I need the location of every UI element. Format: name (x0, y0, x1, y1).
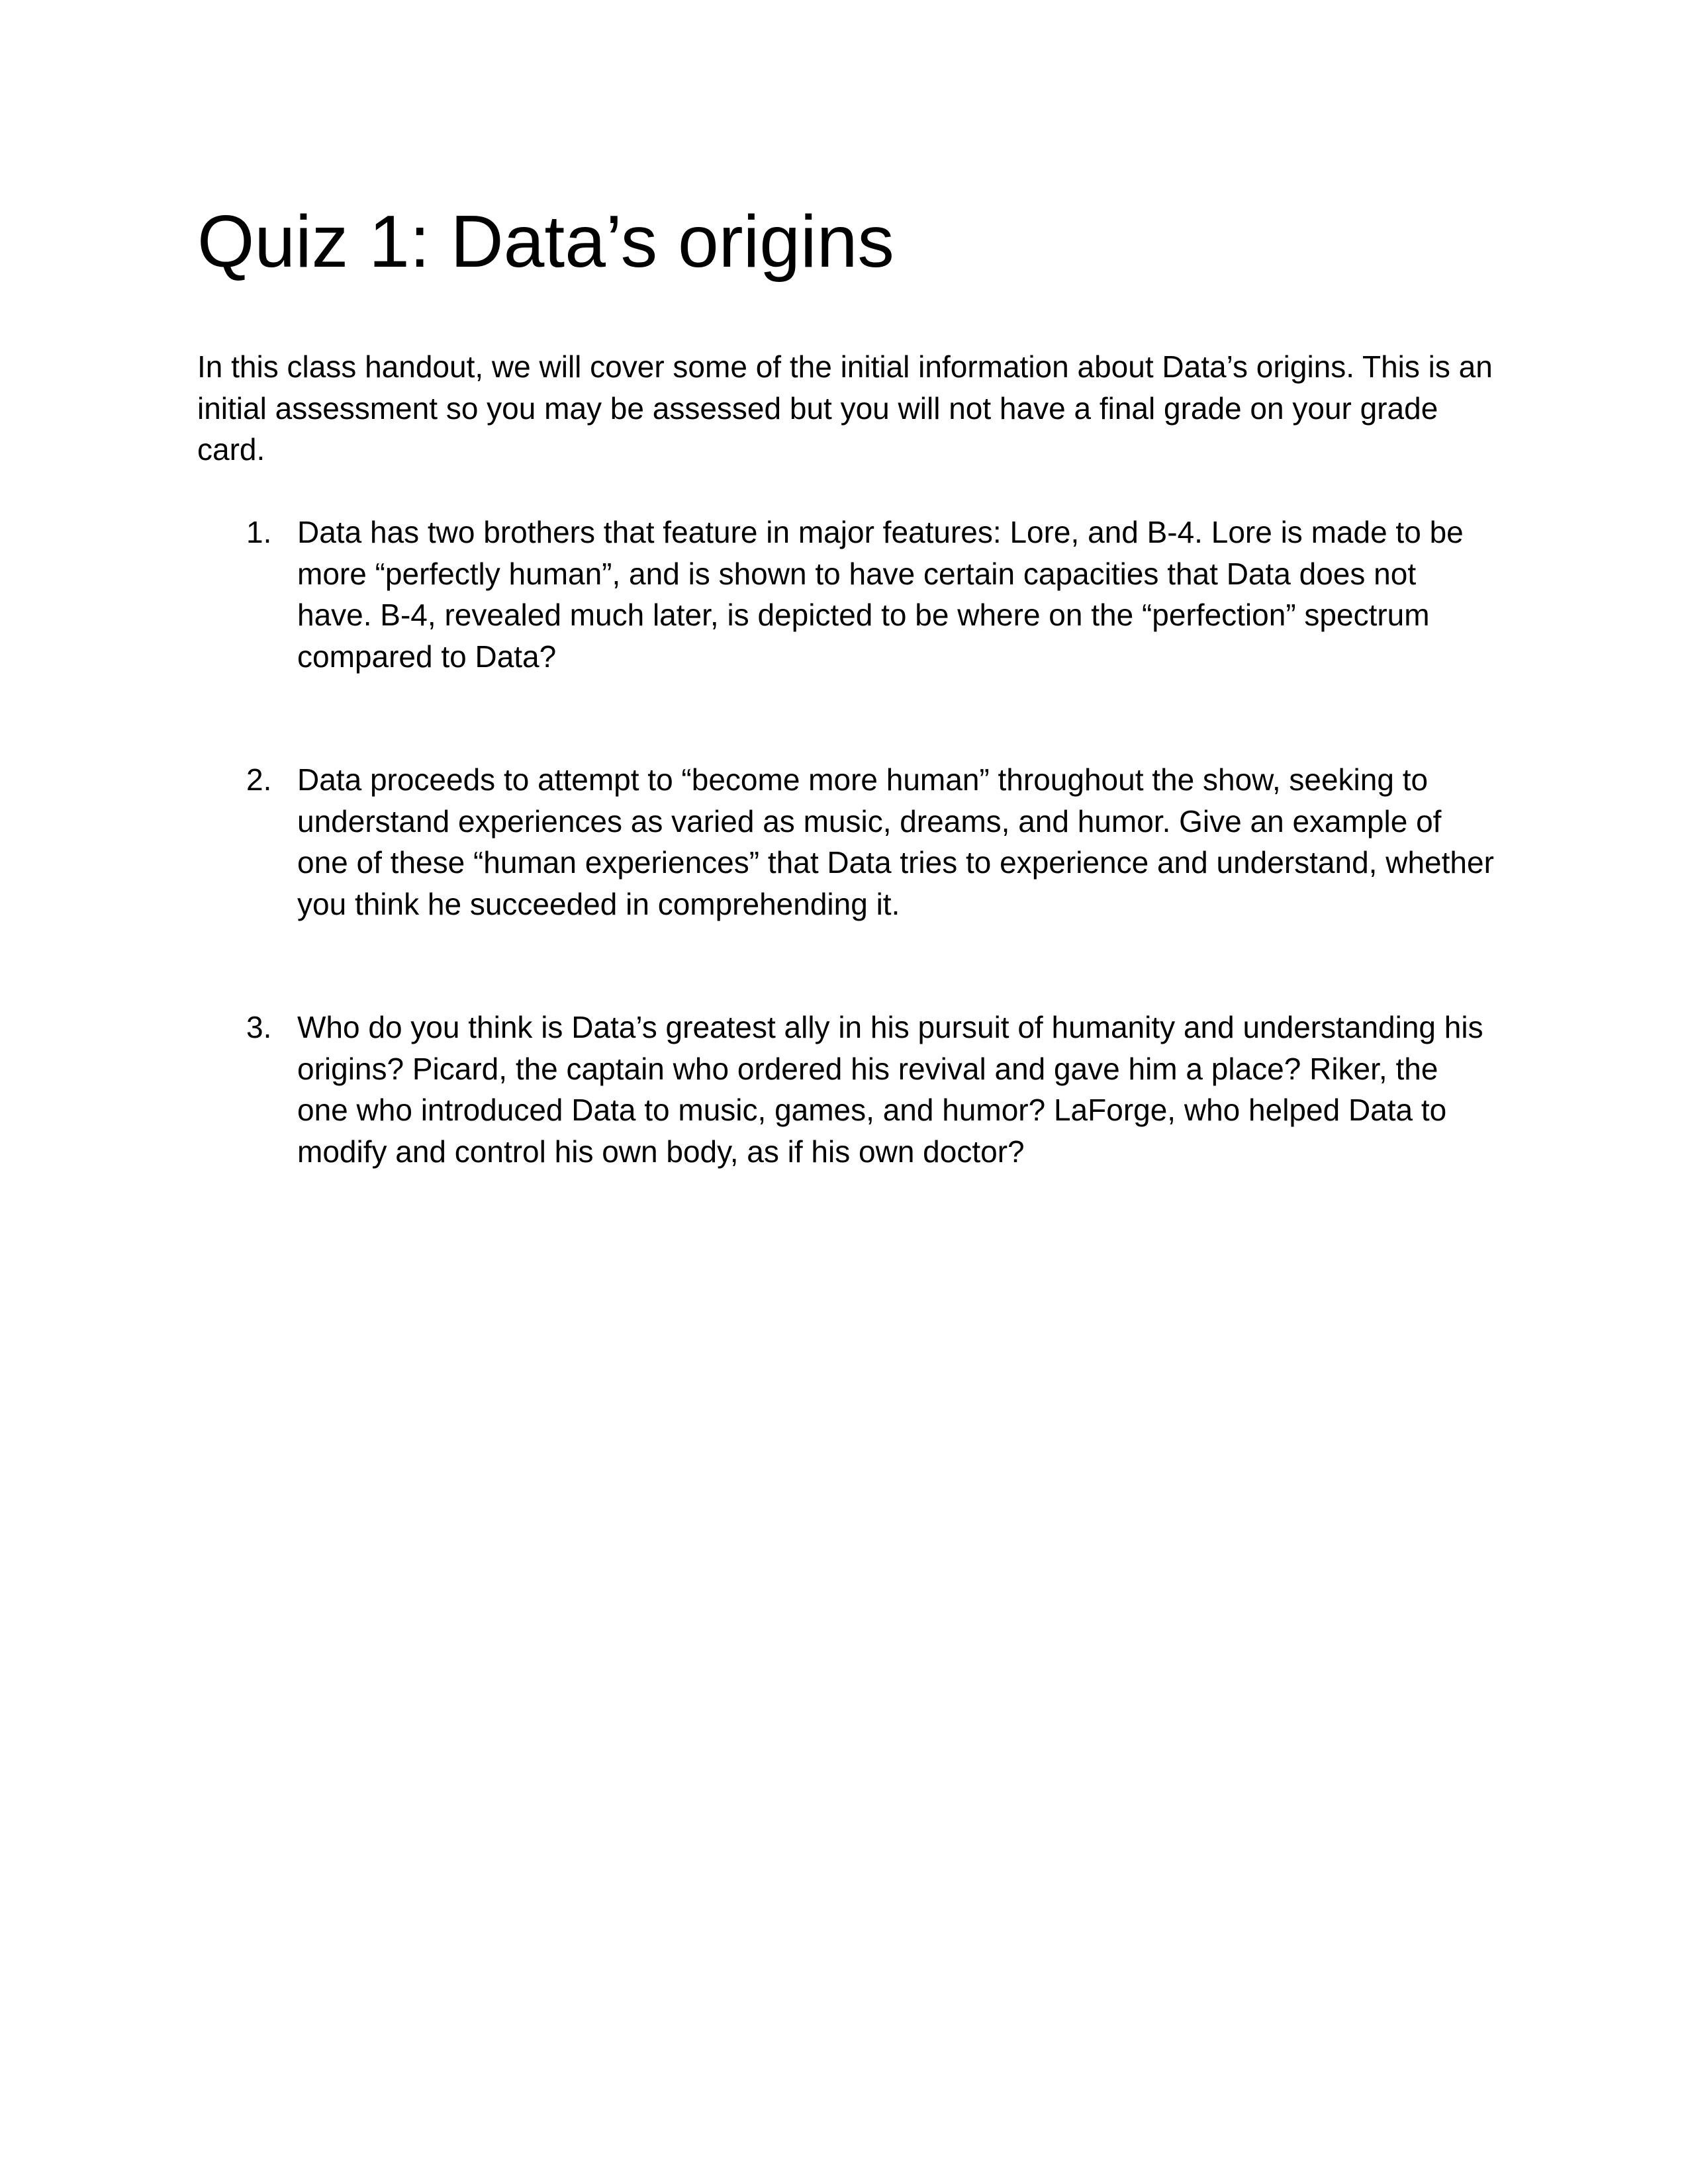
page-title: Quiz 1: Data’s origins (197, 201, 894, 283)
question-text: Data has two brothers that feature in major features: Lore, and B-4. Lore is made to be more “perfectly human”, and is shown to have certain capacities that Data does not have. B-4, revealed much later, is depicted to be where on the “perfection” spectrum compared to Data? (297, 515, 1464, 674)
question-item-2 (197, 759, 1496, 925)
question-item-3 (197, 1007, 1496, 1172)
intro-paragraph: In this class handout, we will cover some of the initial information about Data’s origins. This is an initial assessment so you may be assessed but you will not have a final grade on your grade card. (197, 349, 1493, 467)
question-text: Data proceeds to attempt to “become more human” throughout the show, seeking to understand experiences as varied as music, dreams, and humor. Give an example of one of these “human experiences” that Data tries to experience and understand, whether you think he succeeded in comprehending it. (297, 762, 1494, 921)
question-text: Who do you think is Data’s greatest ally in his pursuit of humanity and understanding his origins? Picard, the captain who ordered his revival and gave him a place? Riker, the one who introduced Data to music, games, and humor? LaForge, who helped Data to modify and control his own body, as if his own doctor? (297, 1010, 1483, 1169)
question-number: 1. (246, 515, 272, 549)
question-number: 3. (246, 1010, 272, 1044)
question-number: 2. (246, 762, 272, 797)
question-item-1 (197, 512, 1496, 677)
